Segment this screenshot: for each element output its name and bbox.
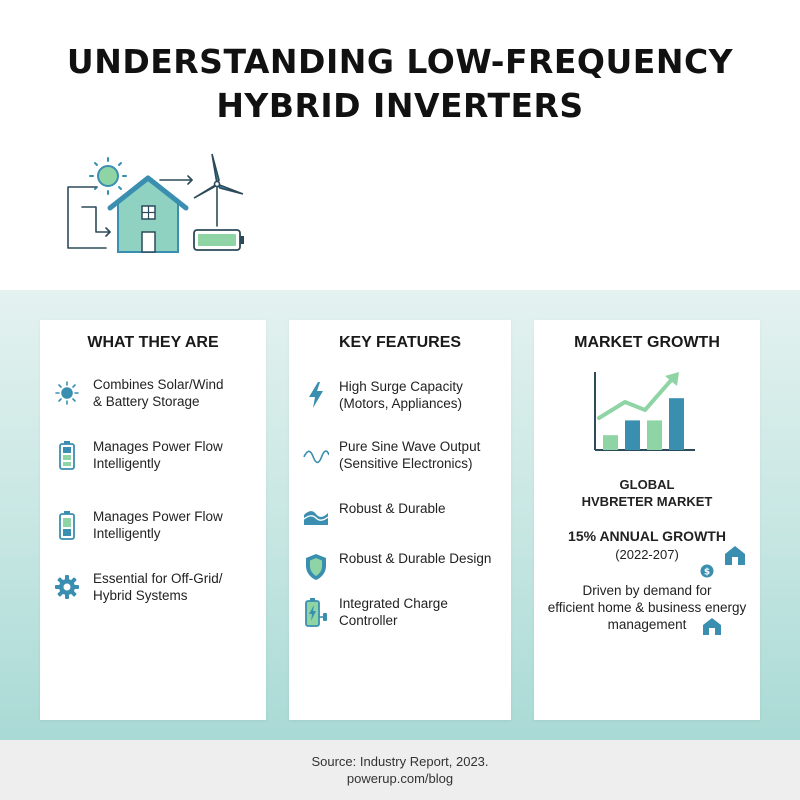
market-label-line1: GLOBAL <box>619 477 675 492</box>
item-line1: Essential for Off-Grid/ <box>93 571 223 586</box>
item-line2: & Battery Storage <box>93 394 200 409</box>
item-line2: Intelligently <box>93 526 161 541</box>
item-line1: Robust & Durable <box>339 501 446 516</box>
item-line1: Manages Power Flow <box>93 509 223 524</box>
item-line1: Integrated Charge <box>339 596 448 611</box>
key-features-title: KEY FEATURES <box>338 334 462 351</box>
growth-chart <box>589 372 699 454</box>
item-line2: Intelligently <box>93 456 161 471</box>
list-item <box>289 500 511 544</box>
site-link[interactable]: powerup.com/blog <box>346 771 454 786</box>
list-item <box>289 378 511 422</box>
list-item <box>289 550 511 594</box>
wind-turbine-icon <box>194 154 243 226</box>
growth-years: (2022-207) <box>615 547 679 562</box>
battery-icon <box>54 440 80 470</box>
dollar-coin-icon <box>700 564 714 578</box>
footer <box>0 740 800 800</box>
item-line1: Robust & Durable Design <box>339 551 492 566</box>
market-label-line2: HVBRETER MARKET <box>581 494 713 509</box>
house-icon <box>700 616 724 636</box>
market-growth-title: MARKET GROWTH <box>574 334 720 351</box>
sun-icon <box>54 378 80 408</box>
what-they-are-card <box>40 320 266 720</box>
driver-line2: efficient home & business energy <box>547 600 747 615</box>
list-item <box>40 438 266 482</box>
trend-arrow-line <box>599 378 673 418</box>
market-growth-card <box>534 320 760 720</box>
charge-controller-icon <box>303 597 329 627</box>
page-title-line1: UNDERSTANDING LOW-FREQUENCY <box>66 42 734 81</box>
item-line2: (Motors, Appliances) <box>339 396 463 411</box>
item-line2: Controller <box>339 613 398 628</box>
chart-bar-2 <box>625 420 640 450</box>
chart-bar-4 <box>669 398 684 450</box>
what-they-are-title: WHAT THEY ARE <box>87 334 219 351</box>
shield-icon <box>303 552 329 582</box>
wave-icon <box>303 502 329 532</box>
page-title-line2: HYBRID INVERTERS <box>216 86 584 125</box>
item-line1: High Surge Capacity <box>339 379 463 394</box>
driver-line3: management <box>607 617 687 632</box>
item-line1: Combines Solar/Wind <box>93 377 224 392</box>
item-line1: Manages Power Flow <box>93 439 223 454</box>
house-icon <box>722 544 748 566</box>
item-line2: Hybrid Systems <box>93 588 188 603</box>
market-driver-text <box>534 582 760 633</box>
battery-icon <box>54 510 80 540</box>
page-title <box>0 40 800 128</box>
item-line2: (Sensitive Electronics) <box>339 456 473 471</box>
market-label <box>534 476 760 510</box>
dollar-symbol: $ <box>703 567 711 578</box>
list-item <box>40 570 266 614</box>
list-item <box>40 508 266 552</box>
hero-illustration <box>60 150 250 260</box>
battery-icon <box>194 230 244 250</box>
key-features-card <box>289 320 511 720</box>
sine-wave-icon <box>303 440 329 470</box>
annual-growth: 15% ANNUAL GROWTH <box>568 528 726 544</box>
list-item <box>289 438 511 482</box>
source-citation: Source: Industry Report, 2023. <box>311 754 489 769</box>
list-item <box>289 595 511 639</box>
sun-icon <box>90 158 126 194</box>
lightning-icon <box>303 380 329 410</box>
gear-icon <box>54 572 80 602</box>
chart-bar-3 <box>647 420 662 450</box>
list-item <box>40 376 266 420</box>
chart-bar-1 <box>603 435 618 450</box>
driver-line1: Driven by demand for <box>582 583 712 598</box>
item-line1: Pure Sine Wave Output <box>339 439 481 454</box>
